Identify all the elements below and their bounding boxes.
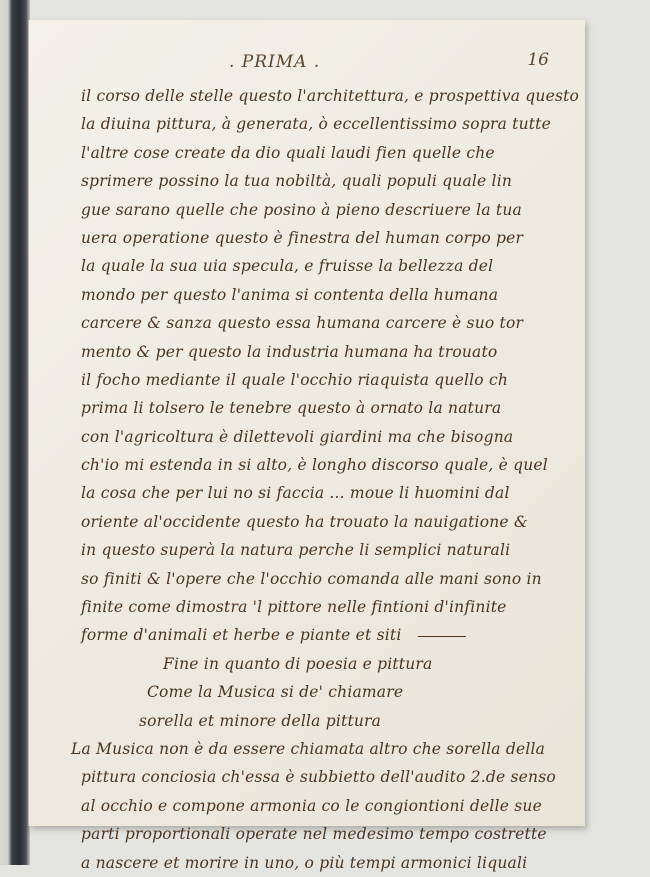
text-line: il focho mediante il quale l'occhio riaquista quello ch: [81, 370, 509, 389]
text-line: il corso delle stelle questo l'architettura, e prospettiva questo: [81, 87, 580, 105]
text-line: con l'agricoltura è dilettevoli giardini ma che bisogna: [81, 427, 514, 446]
text-line: prima li tolsero le tenebre questo à ornato la natura: [81, 399, 502, 418]
text-line: sprimere possino la tua nobiltà, quali populi quale lin: [81, 172, 513, 191]
section-heading-line: sorella et minore della pittura: [139, 711, 382, 730]
text-line: a nascere et morire in uno, o più tempi armonici liquali: [81, 853, 528, 872]
text-line: uera operatione questo è finestra del human corpo per: [81, 228, 524, 247]
text-line: al occhio e compone armonia co le congiontioni delle sue: [81, 796, 542, 815]
line-filler-dash: [418, 636, 466, 637]
page-number: 16: [527, 50, 549, 70]
text-line: parti proportionali operate nel medesimo tempo costrette: [81, 825, 547, 844]
text-line-with-filler: [81, 621, 551, 649]
text-line: so finiti & l'opere che l'occhio comanda alle mani sono in: [81, 569, 542, 588]
section-end-line: Fine in quanto di poesia e pittura: [163, 654, 433, 673]
text-line: mento & per questo la industria humana ha trouato: [81, 342, 498, 361]
text-line: la cosa che per lui no si faccia ... moue li huomini dal: [81, 484, 510, 503]
text-line: in questo superà la natura perche li semplici naturali: [81, 541, 511, 560]
text-line: La Musica non è da essere chiamata altro che sorella della: [71, 739, 546, 758]
text-line: mondo per questo l'anima si contenta della humana: [81, 285, 499, 304]
running-header: [229, 50, 549, 74]
header-title: . PRIMA .: [229, 52, 321, 72]
text-line: carcere & sanza questo essa humana carcere è suo tor: [81, 314, 524, 333]
text-line: ch'io mi estenda in si alto, è longho discorso quale, è quel: [81, 456, 548, 475]
text-line: la diuina pittura, à generata, ò eccellentissimo sopra tutte: [81, 115, 551, 134]
book-binding: [0, 0, 30, 865]
text-line: pittura conciosia ch'essa è subbietto dell'audito 2.de senso: [81, 768, 556, 787]
text-line: gue sarano quelle che posino à pieno descriuere la tua: [81, 200, 522, 219]
manuscript-page: [28, 20, 585, 872]
text-line: finite come dimostra 'l pittore nelle fintioni d'infinite: [81, 598, 507, 617]
manuscript-text: [71, 82, 580, 877]
section-heading-line: Come la Musica si de' chiamare: [147, 683, 404, 702]
text-line: la quale la sua uia specula, e fruisse la bellezza del: [81, 257, 494, 276]
text-line: oriente al'occidente questo ha trouato la nauigatione &: [81, 512, 528, 531]
text-line-content: forme d'animali et herbe e piante et siti: [81, 626, 402, 645]
text-line: l'altre cose create da dio quali laudi fien quelle che: [81, 143, 495, 162]
